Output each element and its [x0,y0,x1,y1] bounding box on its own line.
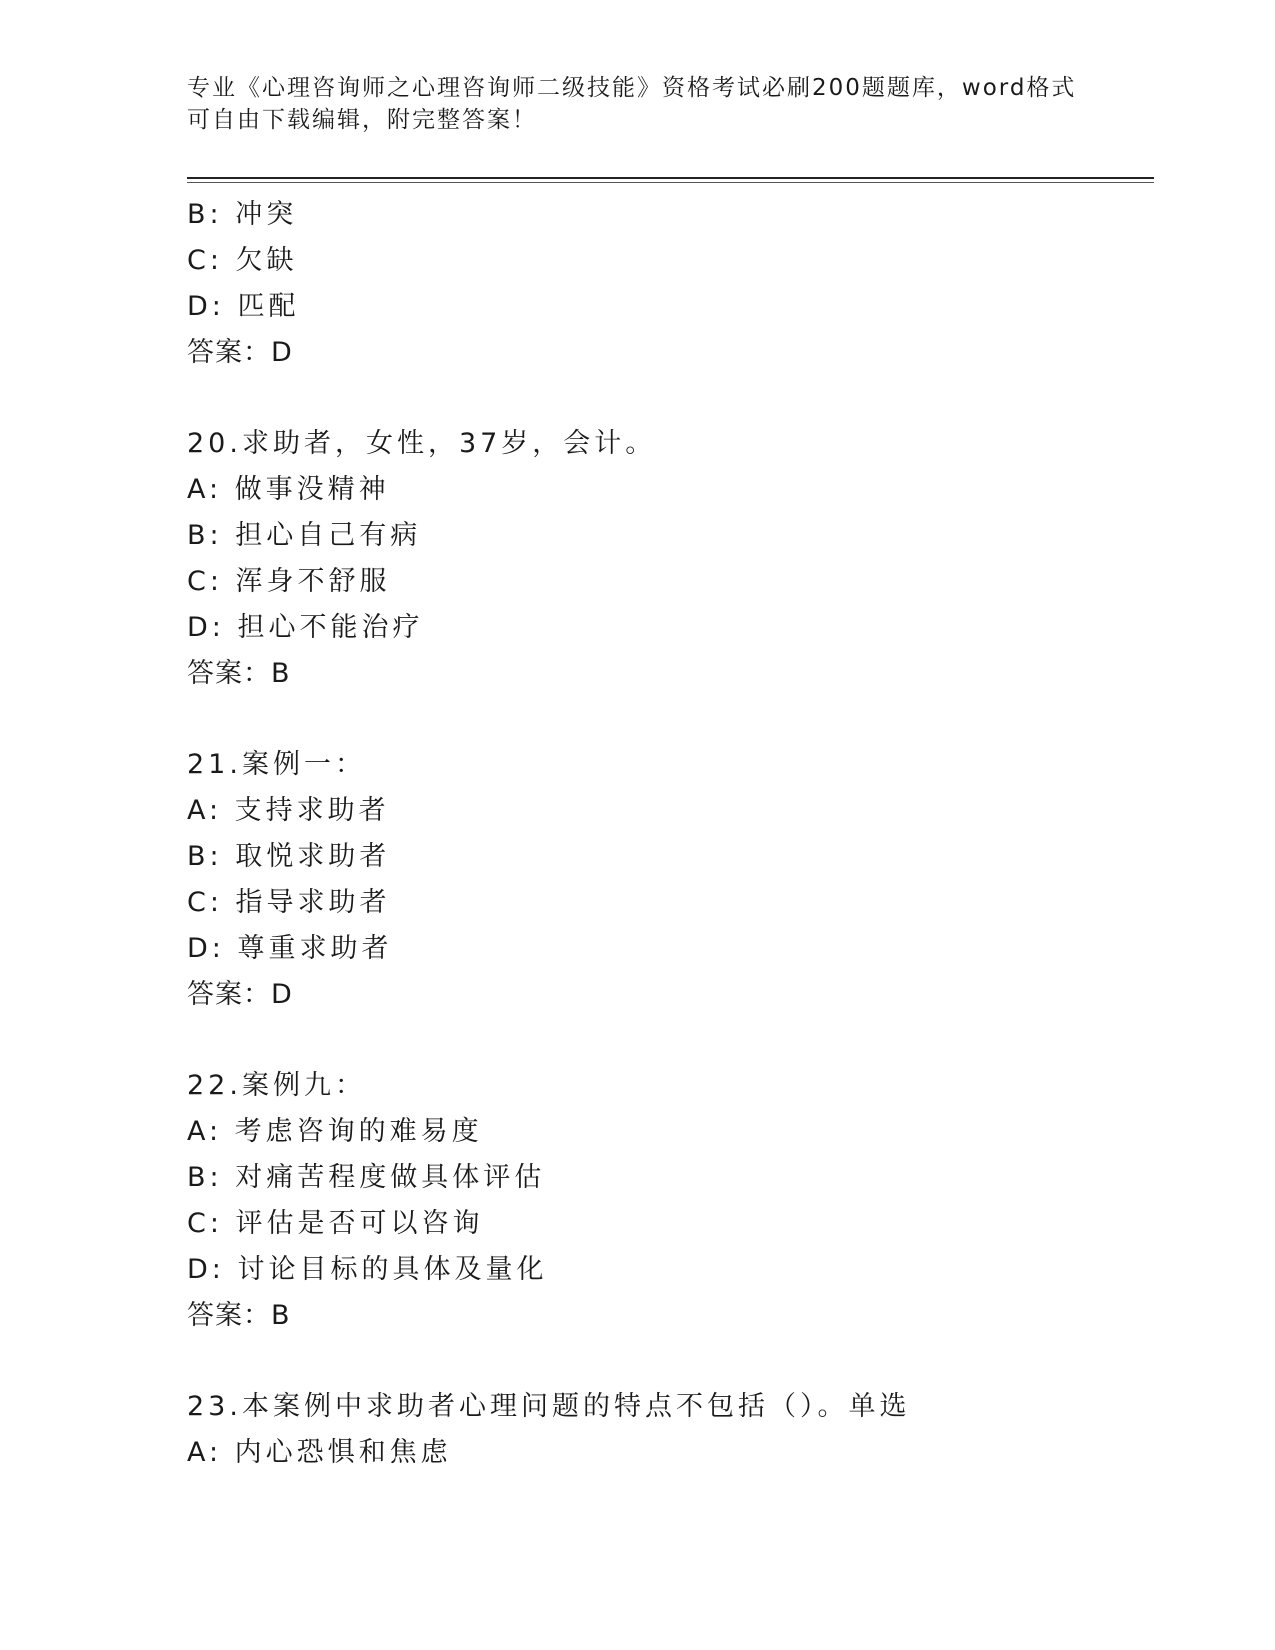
spacer [187,376,1147,421]
option-c: C: 评估是否可以咨询 [187,1208,484,1239]
header-divider-thin [187,182,1154,183]
option-c: C: 浑身不舒服 [187,566,391,597]
option-c: C: 指导求助者 [187,887,391,918]
option-b: B: 对痛苦程度做具体评估 [187,1162,546,1193]
question-stem: 23.本案例中求助者心理问题的特点不包括（）。单选 [187,1391,911,1422]
answer: 答案：B [187,1300,291,1331]
header-divider [187,177,1154,179]
question-stem: 22.案例九： [187,1070,366,1101]
question-20 [187,421,1147,697]
question-22 [187,1063,1147,1339]
option-b: B: 担心自己有病 [187,520,422,551]
option-d: D: 尊重求助者 [187,933,393,964]
header-title-line-2: 可自由下载编辑，附完整答案！ [187,107,537,133]
question-23 [187,1384,1147,1476]
question-21 [187,742,1147,1018]
question-19-continued [187,192,1147,376]
answer: 答案：D [187,979,293,1010]
option-b: B: 取悦求助者 [187,841,391,872]
spacer [187,1339,1147,1384]
option-d: D: 匹配 [187,291,300,322]
option-b: B: 冲突 [187,199,298,230]
option-a: A: 做事没精神 [187,474,390,505]
answer: 答案：B [187,658,291,689]
question-stem: 20.求助者，女性，37岁，会计。 [187,428,657,459]
question-list [187,192,1147,1476]
page-header [187,72,1087,136]
header-title-line-1: 专业《心理咨询师之心理咨询师二级技能》资格考试必刷200题题库，word格式 [187,75,1077,101]
option-a: A: 内心恐惧和焦虑 [187,1437,452,1468]
option-d: D: 讨论目标的具体及量化 [187,1254,548,1285]
option-c: C: 欠缺 [187,245,298,276]
answer: 答案：D [187,337,293,368]
spacer [187,697,1147,742]
spacer [187,1018,1147,1063]
option-a: A: 考虑咨询的难易度 [187,1116,483,1147]
option-a: A: 支持求助者 [187,795,390,826]
question-stem: 21.案例一： [187,749,366,780]
option-d: D: 担心不能治疗 [187,612,424,643]
